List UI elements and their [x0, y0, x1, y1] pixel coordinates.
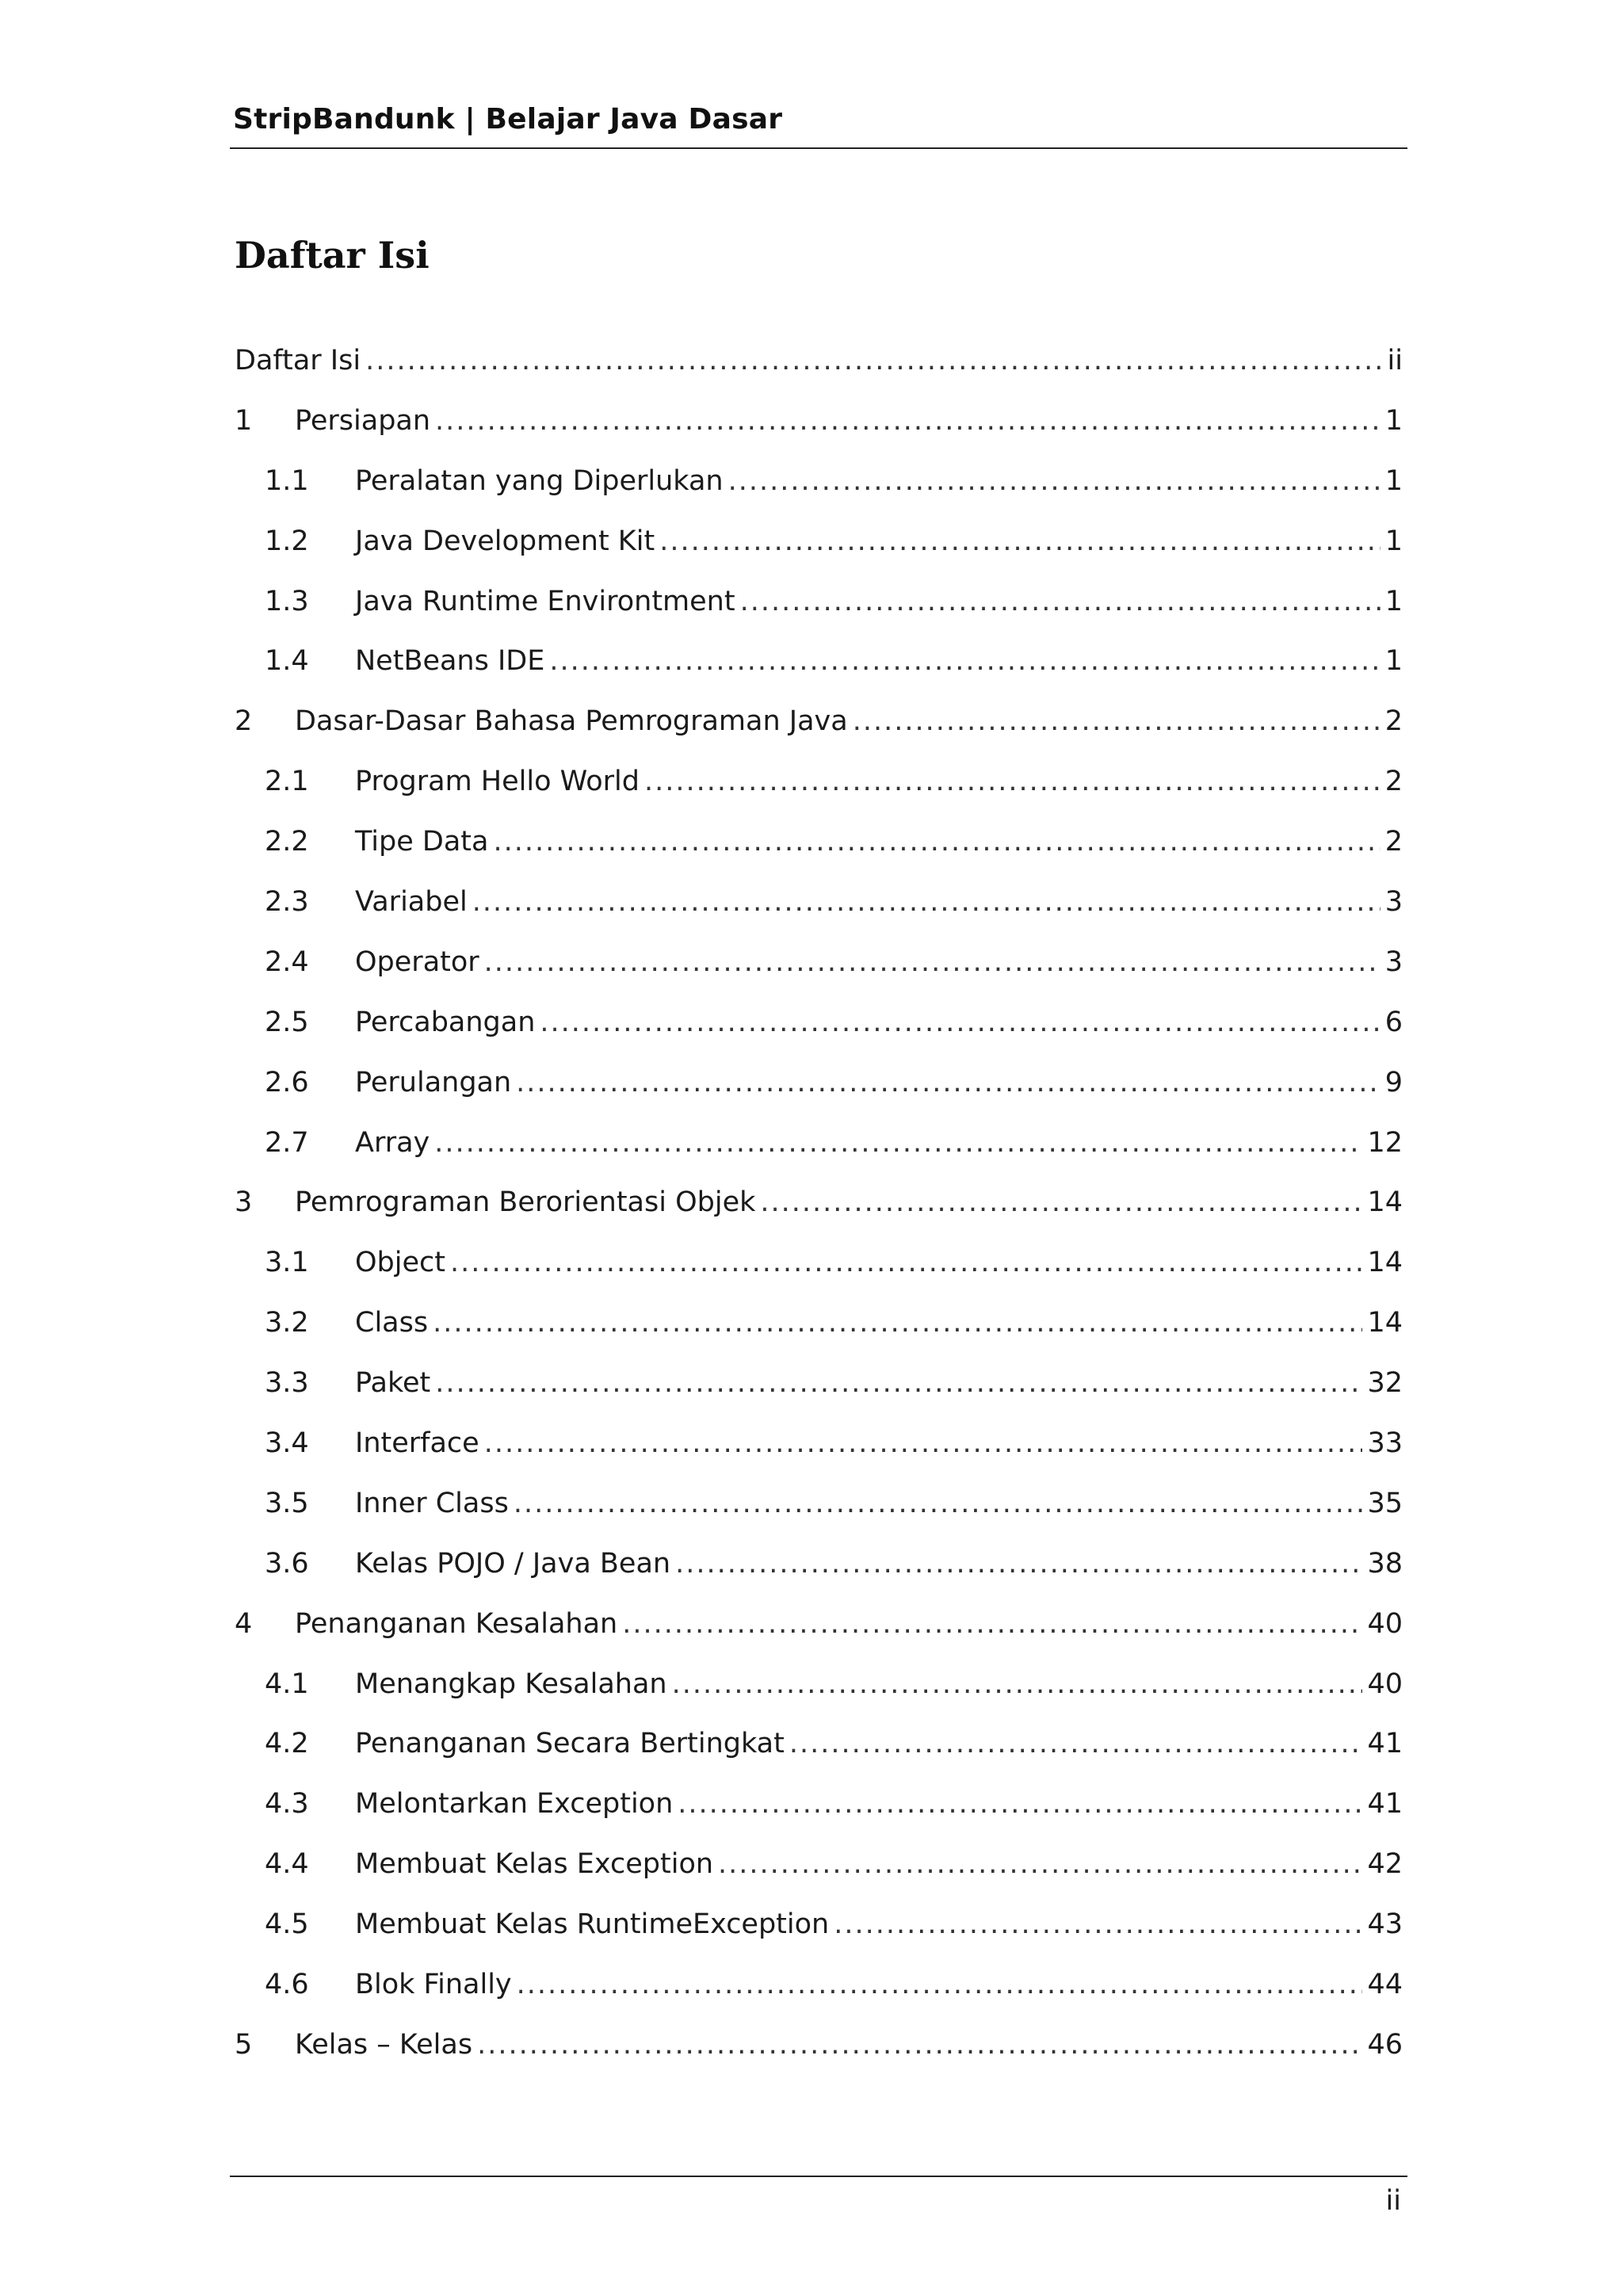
toc-dot-leader	[853, 697, 1381, 745]
toc-dot-leader	[718, 1840, 1362, 1888]
toc-entry-title: Dasar-Dasar Bahasa Pemrograman Java	[295, 705, 848, 738]
toc-entry-number: 4.1	[265, 1668, 309, 1700]
toc-entry-number: 1.4	[265, 645, 309, 678]
toc-dot-leader	[549, 637, 1380, 685]
toc-dot-leader	[484, 938, 1381, 986]
toc-dot-leader	[434, 1119, 1362, 1167]
toc-entry-page: 43	[1367, 1908, 1403, 1941]
toc-entry-number: 4.4	[265, 1848, 309, 1881]
toc-dot-leader	[728, 457, 1381, 505]
toc-dot-leader	[622, 1600, 1362, 1648]
toc-entry-title: NetBeans IDE	[355, 645, 545, 678]
toc-entry[interactable]	[235, 1540, 1403, 1600]
toc-dot-leader	[517, 1961, 1363, 2008]
toc-entry-page: 1	[1384, 464, 1403, 497]
toc-entry-page: 6	[1384, 1006, 1403, 1038]
toc-entry-number: 3.4	[265, 1427, 309, 1460]
toc-dot-leader	[450, 1239, 1362, 1286]
toc-entry-title: Array	[355, 1126, 430, 1159]
toc-entry-page: ii	[1387, 345, 1403, 376]
toc-dot-leader	[493, 818, 1380, 865]
toc-entry-page: 14	[1367, 1307, 1403, 1339]
toc-entry-title: Kelas – Kelas	[295, 2028, 473, 2061]
toc-entry-page: 12	[1367, 1126, 1403, 1159]
toc-entry-page: 40	[1367, 1668, 1403, 1700]
page-header	[230, 100, 1407, 139]
toc-entry-title: Inner Class	[355, 1487, 509, 1519]
toc-entry-title: Perulangan	[355, 1066, 512, 1098]
toc-entry-title: Melontarkan Exception	[355, 1788, 674, 1820]
toc-entry-page: 41	[1367, 1728, 1403, 1760]
toc-entry-number: 2	[235, 705, 253, 738]
toc-entry-title: Paket	[355, 1367, 431, 1400]
toc-entry-number: 4.6	[265, 1969, 309, 2001]
toc-entry-page: 32	[1367, 1367, 1403, 1400]
toc-entry-title: Operator	[355, 946, 479, 978]
toc-entry-page: 46	[1367, 2028, 1403, 2061]
toc-entry-number: 2.3	[265, 886, 309, 919]
toc-entry-title: Object	[355, 1247, 445, 1279]
toc-entry-number: 4.5	[265, 1908, 309, 1941]
toc-entry-page: 1	[1384, 585, 1403, 617]
footer-divider	[230, 2176, 1407, 2177]
toc-entry-title: Penanganan Kesalahan	[295, 1607, 618, 1640]
toc-entry-title: Pemrograman Berorientasi Objek	[295, 1186, 756, 1219]
toc-entry-number: 2.5	[265, 1006, 309, 1038]
toc-entry[interactable]	[235, 518, 1403, 578]
toc-dot-leader	[834, 1901, 1362, 1948]
toc-dot-leader	[477, 2021, 1362, 2069]
toc-entry-title: Membuat Kelas Exception	[355, 1848, 714, 1881]
toc-entry-title: Java Development Kit	[355, 525, 655, 557]
toc-entry-title: Membuat Kelas RuntimeException	[355, 1908, 830, 1941]
toc-entry[interactable]	[235, 1961, 1403, 2021]
toc-dot-leader	[516, 1059, 1381, 1106]
toc-entry-page: 3	[1384, 946, 1403, 978]
toc-entry-page: 41	[1367, 1788, 1403, 1820]
toc-entry-page: 14	[1367, 1247, 1403, 1279]
toc-entry[interactable]	[235, 1840, 1403, 1901]
toc-entry-page: 9	[1384, 1066, 1403, 1098]
toc-entry-page: 2	[1384, 826, 1403, 858]
toc-entry[interactable]	[235, 697, 1403, 758]
toc-dot-leader	[675, 1540, 1362, 1587]
toc-entry[interactable]	[235, 1059, 1403, 1119]
toc-entry-title: Program Hello World	[355, 766, 640, 798]
toc-entry[interactable]	[235, 457, 1403, 518]
toc-entry-page: 40	[1367, 1607, 1403, 1640]
toc-entry[interactable]	[235, 637, 1403, 697]
toc-entry-number: 1.1	[265, 464, 309, 497]
toc-entry-page: 44	[1367, 1969, 1403, 2001]
toc-entry-number: 3.5	[265, 1487, 309, 1519]
toc-dot-leader	[789, 1720, 1363, 1767]
toc-entry-number: 3.3	[265, 1367, 309, 1400]
toc-entry-title: Interface	[355, 1427, 479, 1460]
toc-entry-title: Java Runtime Environtment	[355, 585, 735, 617]
toc-entry[interactable]	[235, 878, 1403, 938]
toc-dot-leader	[644, 758, 1381, 805]
toc-dot-leader	[740, 578, 1381, 625]
toc-entry[interactable]	[235, 1179, 1403, 1239]
toc-entry-page: 38	[1367, 1547, 1403, 1580]
toc-entry[interactable]	[235, 1239, 1403, 1299]
toc-dot-leader	[435, 1359, 1362, 1407]
toc-dot-leader	[484, 1419, 1363, 1467]
toc-entry[interactable]	[235, 1299, 1403, 1359]
toc-entry[interactable]	[235, 1780, 1403, 1840]
toc-entry-page: 14	[1367, 1186, 1403, 1219]
toc-entry[interactable]	[235, 337, 1403, 397]
toc-entry[interactable]	[235, 818, 1403, 878]
toc-entry-number: 1	[235, 404, 253, 437]
toc-entry[interactable]	[235, 1359, 1403, 1419]
toc-entry-page: 3	[1384, 886, 1403, 919]
toc-dot-leader	[433, 1299, 1362, 1347]
toc-entry[interactable]	[235, 1660, 1403, 1721]
toc-entry-page: 1	[1384, 525, 1403, 557]
toc-entry-title: Menangkap Kesalahan	[355, 1668, 667, 1700]
toc-entry-number: 2.4	[265, 946, 309, 978]
toc-entry-title: Blok Finally	[355, 1969, 512, 2001]
toc-dot-leader	[514, 1480, 1363, 1527]
toc-dot-leader	[672, 1660, 1363, 1708]
toc-entry-title: Penanganan Secara Bertingkat	[355, 1728, 785, 1760]
toc-entry-number: 5	[235, 2028, 253, 2061]
toc-entry[interactable]	[235, 1600, 1403, 1660]
toc-entry-page: 1	[1384, 645, 1403, 678]
toc-entry-page: 42	[1367, 1848, 1403, 1881]
toc-entry-title: Class	[355, 1307, 429, 1339]
toc-entry[interactable]	[235, 938, 1403, 999]
toc-dot-leader	[678, 1780, 1362, 1828]
toc-entry[interactable]	[235, 397, 1403, 457]
toc-entry-title: Variabel	[355, 886, 468, 919]
toc-entry-number: 4.3	[265, 1788, 309, 1820]
toc-entry-number: 4	[235, 1607, 253, 1640]
toc-entry[interactable]	[235, 2021, 1403, 2081]
header-divider	[230, 147, 1407, 149]
toc-entry-number: 2.6	[265, 1066, 309, 1098]
toc-entry[interactable]	[235, 1119, 1403, 1179]
toc-entry-title: Persiapan	[295, 404, 431, 437]
toc-entry-page: 33	[1367, 1427, 1403, 1460]
toc-entry-title: Tipe Data	[355, 826, 489, 858]
toc-entry-title: Peralatan yang Diperlukan	[355, 464, 724, 497]
toc-entry-page: 35	[1367, 1487, 1403, 1519]
toc-entry-number: 2.7	[265, 1126, 309, 1159]
toc-entry-number: 2.1	[265, 766, 309, 798]
toc-entry[interactable]	[235, 1419, 1403, 1480]
toc-entry-number: 3	[235, 1186, 253, 1219]
toc-entry-number: 4.2	[265, 1728, 309, 1760]
toc-dot-leader	[760, 1179, 1362, 1226]
toc-dot-leader	[472, 878, 1381, 926]
toc-entry[interactable]	[235, 1720, 1403, 1780]
toc-entry-number: 1.3	[265, 585, 309, 617]
toc-entry[interactable]	[235, 578, 1403, 638]
toc-dot-leader	[435, 397, 1381, 445]
toc-entry-title: Percabangan	[355, 1006, 536, 1038]
toc-entry-number: 3.1	[265, 1247, 309, 1279]
toc-entry-page: 2	[1384, 766, 1403, 798]
toc-entry-number: 3.6	[265, 1547, 309, 1580]
toc-entry[interactable]	[235, 758, 1403, 818]
toc-entry-title: Daftar Isi	[235, 345, 361, 376]
toc-dot-leader	[659, 518, 1381, 565]
toc-entry-title: Kelas POJO / Java Bean	[355, 1547, 671, 1580]
toc-entry[interactable]	[235, 1480, 1403, 1540]
toc-dot-leader	[365, 337, 1382, 384]
toc-entry[interactable]	[235, 1901, 1403, 1961]
table-of-contents	[235, 337, 1403, 2081]
toc-dot-leader	[540, 999, 1380, 1046]
toc-entry-number: 2.2	[265, 826, 309, 858]
toc-entry-page: 2	[1384, 705, 1403, 738]
page-number: ii	[1385, 2185, 1401, 2217]
header-title: StripBandunk | Belajar Java Dasar	[233, 103, 783, 136]
toc-entry-number: 1.2	[265, 525, 309, 557]
toc-entry[interactable]	[235, 999, 1403, 1059]
toc-entry-page: 1	[1384, 404, 1403, 437]
page-title: Daftar Isi	[235, 234, 430, 277]
toc-entry-number: 3.2	[265, 1307, 309, 1339]
